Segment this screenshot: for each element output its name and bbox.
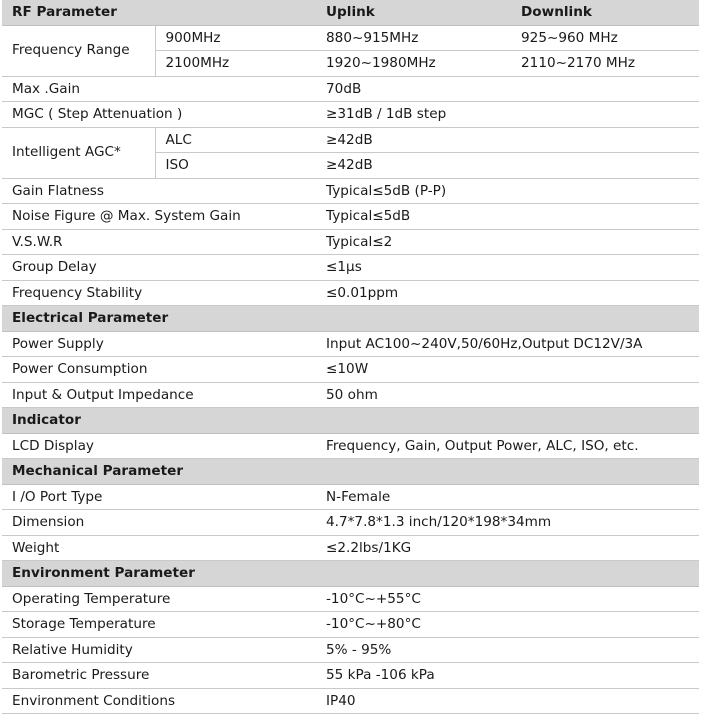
row-label: Operating Temperature [2, 586, 314, 612]
agc-label: Intelligent AGC* [2, 127, 155, 178]
row-value: 55 kPa -106 kPa [314, 663, 699, 689]
table-row [2, 204, 699, 230]
row-label: Environment Conditions [2, 688, 314, 714]
band-uplink: 880~915MHz [314, 25, 509, 51]
table-row [2, 510, 699, 536]
row-value: N-Female [314, 484, 699, 510]
section-header-indicator [2, 408, 699, 434]
group-delay-label: Group Delay [2, 255, 314, 281]
vswr-label: V.S.W.R [2, 229, 314, 255]
row-label: I /O Port Type [2, 484, 314, 510]
uplink-header: Uplink [314, 0, 509, 25]
group-delay-value: ≤1μs [314, 255, 699, 281]
agc-value: ≥42dB [314, 153, 699, 179]
table-row [2, 102, 699, 128]
band-label: 2100MHz [155, 51, 314, 77]
table-row [2, 663, 699, 689]
downlink-header: Downlink [509, 0, 699, 25]
section-header-rf [2, 0, 699, 25]
table-row [2, 127, 699, 153]
table-row [2, 382, 699, 408]
electrical-header: Electrical Parameter [2, 306, 699, 332]
table-row [2, 280, 699, 306]
row-label: Weight [2, 535, 314, 561]
noise-figure-label: Noise Figure @ Max. System Gain [2, 204, 314, 230]
row-value: Frequency, Gain, Output Power, ALC, ISO, etc. [314, 433, 699, 459]
agc-sub-label: ALC [155, 127, 314, 153]
row-value: 5% - 95% [314, 637, 699, 663]
row-label: Power Supply [2, 331, 314, 357]
mgc-label: MGC ( Step Attenuation ) [2, 102, 314, 128]
table-row [2, 76, 699, 102]
section-header-environment [2, 561, 699, 587]
table-row [2, 637, 699, 663]
table-row [2, 433, 699, 459]
mgc-value: ≥31dB / 1dB step [314, 102, 699, 128]
agc-sub-label: ISO [155, 153, 314, 179]
row-value: -10°C~+55°C [314, 586, 699, 612]
max-gain-value: 70dB [314, 76, 699, 102]
section-header-mechanical [2, 459, 699, 485]
table-row [2, 484, 699, 510]
frequency-range-label: Frequency Range [2, 25, 155, 76]
row-value: 50 ohm [314, 382, 699, 408]
noise-figure-value: Typical≤5dB [314, 204, 699, 230]
row-label: Input & Output Impedance [2, 382, 314, 408]
row-value: 4.7*7.8*1.3 inch/120*198*34mm [314, 510, 699, 536]
table-row [2, 357, 699, 383]
frequency-stability-value: ≤0.01ppm [314, 280, 699, 306]
environment-header: Environment Parameter [2, 561, 699, 587]
table-row [2, 331, 699, 357]
row-label: LCD Display [2, 433, 314, 459]
row-label: Storage Temperature [2, 612, 314, 638]
row-label: Power Consumption [2, 357, 314, 383]
spec-table [2, 0, 699, 714]
gain-flatness-label: Gain Flatness [2, 178, 314, 204]
table-row [2, 255, 699, 281]
table-row [2, 688, 699, 714]
mechanical-header: Mechanical Parameter [2, 459, 699, 485]
row-value: -10°C~+80°C [314, 612, 699, 638]
row-value: ≤10W [314, 357, 699, 383]
table-row [2, 535, 699, 561]
table-row [2, 25, 699, 51]
table-row [2, 229, 699, 255]
table-row [2, 586, 699, 612]
band-downlink: 2110~2170 MHz [509, 51, 699, 77]
row-label: Relative Humidity [2, 637, 314, 663]
section-header-electrical [2, 306, 699, 332]
agc-value: ≥42dB [314, 127, 699, 153]
row-value: Input AC100~240V,50/60Hz,Output DC12V/3A [314, 331, 699, 357]
indicator-header: Indicator [2, 408, 699, 434]
rf-header-label: RF Parameter [2, 0, 314, 25]
frequency-stability-label: Frequency Stability [2, 280, 314, 306]
table-row [2, 612, 699, 638]
max-gain-label: Max .Gain [2, 76, 314, 102]
row-label: Dimension [2, 510, 314, 536]
band-downlink: 925~960 MHz [509, 25, 699, 51]
spec-sheet [2, 0, 699, 714]
row-value: IP40 [314, 688, 699, 714]
table-row [2, 178, 699, 204]
vswr-value: Typical≤2 [314, 229, 699, 255]
band-uplink: 1920~1980MHz [314, 51, 509, 77]
band-label: 900MHz [155, 25, 314, 51]
row-value: ≤2.2lbs/1KG [314, 535, 699, 561]
gain-flatness-value: Typical≤5dB (P-P) [314, 178, 699, 204]
row-label: Barometric Pressure [2, 663, 314, 689]
